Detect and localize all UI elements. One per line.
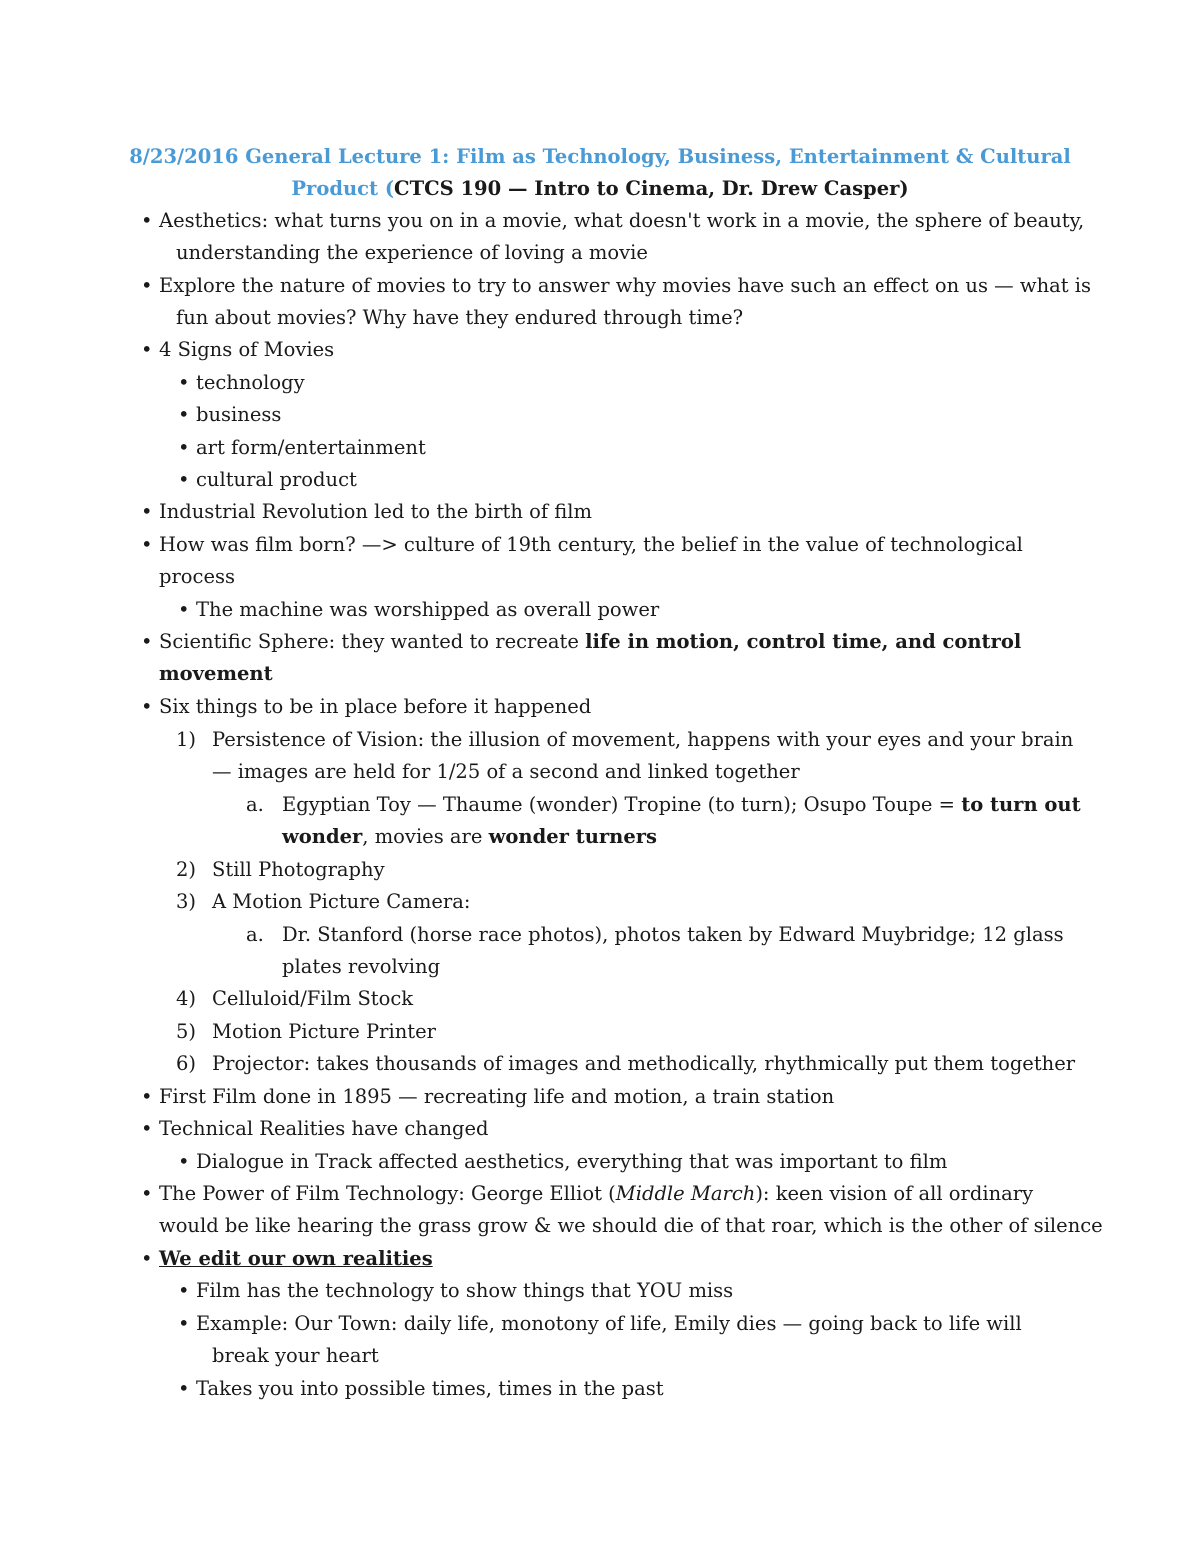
note-line: 4 Signs of Movies — [159, 338, 335, 361]
bullet-glyph: • — [141, 1117, 153, 1140]
numbered-item: — images are held for 1/25 of a second and linked together — [212, 760, 800, 783]
bullet-glyph: • — [141, 209, 153, 232]
note-line: Industrial Revolution led to the birth of film — [159, 500, 592, 523]
note-line: Six things to be in place before it happened — [159, 695, 592, 718]
lettered-item — [282, 821, 657, 853]
note-text: Scientific Sphere: they wanted to recreate — [159, 630, 586, 653]
bullet-glyph: • — [178, 403, 190, 426]
note-line: would be like hearing the grass grow & we should die of that roar, which is the other of silence — [159, 1214, 1103, 1237]
title-date-topic: 8/23/2016 General Lecture 1: Film as Technology, Business, Entertainment & Cultural — [129, 145, 1071, 168]
list-number: 3) — [176, 890, 197, 913]
note-subline: cultural product — [196, 468, 357, 491]
book-title: Middle March — [615, 1182, 756, 1205]
note-emphasis: We edit our own realities — [159, 1247, 433, 1270]
bullet-glyph: • — [141, 630, 153, 653]
bullet-glyph: • — [141, 1085, 153, 1108]
lettered-item: plates revolving — [282, 955, 441, 978]
list-number: 5) — [176, 1020, 197, 1043]
bullet-glyph: • — [141, 1182, 153, 1205]
list-number: 4) — [176, 987, 197, 1010]
bullet-glyph: • — [178, 598, 190, 621]
page-title — [100, 141, 1100, 205]
note-emphasis: to turn out — [961, 793, 1081, 816]
numbered-item: Projector: takes thousands of images and methodically, rhythmically put them together — [212, 1052, 1076, 1075]
note-emphasis: life in motion, control time, and control — [585, 630, 1022, 653]
bullet-glyph: • — [141, 274, 153, 297]
list-number: 1) — [176, 728, 197, 751]
list-letter: a. — [246, 793, 264, 816]
bullet-glyph: • — [178, 371, 190, 394]
bullet-glyph: • — [178, 1279, 190, 1302]
note-text: , movies are — [362, 825, 489, 848]
note-subline: Takes you into possible times, times in the past — [196, 1377, 664, 1400]
note-emphasis: movement — [159, 662, 273, 685]
bullet-glyph: • — [178, 1377, 190, 1400]
note-line: Technical Realities have changed — [159, 1117, 489, 1140]
note-line: process — [159, 565, 236, 588]
note-subline: The machine was worshipped as overall power — [196, 598, 660, 621]
bullet-glyph: • — [178, 1312, 190, 1335]
list-letter: a. — [246, 923, 264, 946]
note-emphasis: wonder turners — [488, 825, 657, 848]
bullet-glyph: • — [141, 500, 153, 523]
bullet-glyph: • — [178, 468, 190, 491]
lettered-item: Dr. Stanford (horse race photos), photos taken by Edward Muybridge; 12 glass — [282, 923, 1064, 946]
note-subline: art form/entertainment — [196, 436, 426, 459]
note-subline: technology — [196, 371, 305, 394]
numbered-item: Motion Picture Printer — [212, 1020, 436, 1043]
title-course: CTCS 190 — Intro to Cinema, Dr. Drew Casper) — [394, 177, 909, 200]
numbered-item: A Motion Picture Camera: — [212, 890, 471, 913]
note-line: How was film born? —> culture of 19th century, the belief in the value of technological — [159, 533, 1023, 556]
bullet-glyph: • — [178, 1150, 190, 1173]
list-number: 2) — [176, 858, 197, 881]
note-text: ): keen vision of all ordinary — [755, 1182, 1034, 1205]
note-emphasis: wonder — [282, 825, 363, 848]
note-subline: Dialogue in Track affected aesthetics, everything that was important to film — [196, 1150, 948, 1173]
note-subline: business — [196, 403, 282, 426]
note-line: First Film done in 1895 — recreating life and motion, a train station — [159, 1085, 835, 1108]
note-subline: break your heart — [212, 1344, 379, 1367]
lettered-item — [282, 789, 1081, 821]
bullet-glyph: • — [141, 338, 153, 361]
bullet-glyph: • — [178, 436, 190, 459]
note-heading — [159, 1243, 433, 1275]
numbered-item: Still Photography — [212, 858, 385, 881]
bullet-glyph: • — [141, 1247, 153, 1270]
note-subline: Film has the technology to show things that YOU miss — [196, 1279, 734, 1302]
note-line — [159, 626, 1021, 658]
numbered-item: Persistence of Vision: the illusion of movement, happens with your eyes and your brain — [212, 728, 1074, 751]
note-line — [159, 1178, 1033, 1210]
title-product: Product ( — [291, 177, 395, 200]
bullet-glyph: • — [141, 695, 153, 718]
note-line: Explore the nature of movies to try to answer why movies have such an effect on us — what is — [159, 274, 1092, 297]
note-line: Aesthetics: what turns you on in a movie, what doesn't work in a movie, the sphere of beauty, — [159, 209, 1085, 232]
bullet-glyph: • — [141, 533, 153, 556]
note-subline: Example: Our Town: daily life, monotony of life, Emily dies — going back to life will — [196, 1312, 1022, 1335]
numbered-item: Celluloid/Film Stock — [212, 987, 414, 1010]
list-number: 6) — [176, 1052, 197, 1075]
note-line: understanding the experience of loving a movie — [176, 241, 648, 264]
note-line: fun about movies? Why have they endured through time? — [176, 306, 744, 329]
note-text: The Power of Film Technology: George Elliot ( — [159, 1182, 616, 1205]
note-line — [159, 658, 273, 690]
note-text: Egyptian Toy — Thaume (wonder) Tropine (to turn); Osupo Toupe = — [282, 793, 962, 816]
